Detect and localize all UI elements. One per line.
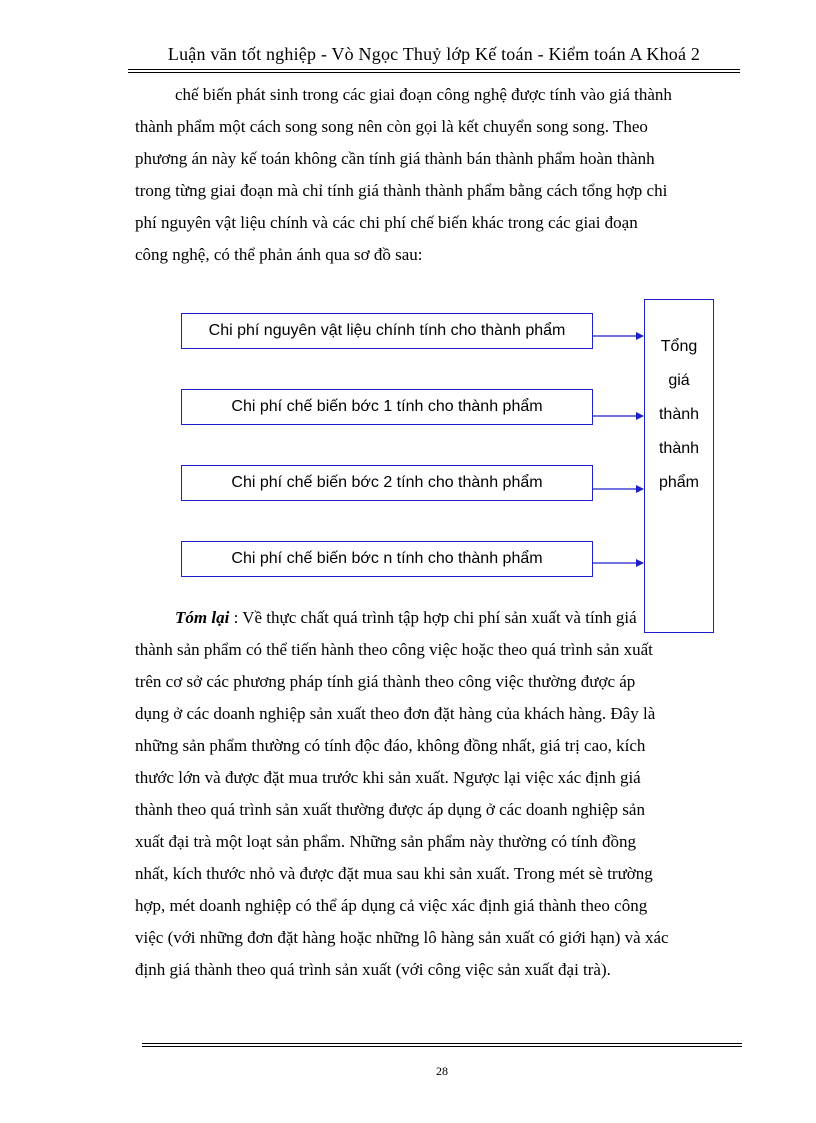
intro-line: phương án này kế toán không cần tính giá thành bán thành phẩm hoàn thành <box>135 149 655 168</box>
summary-paragraph <box>135 602 739 986</box>
cost-box-stage-2: Chi phí chế biến bớc 2 tính cho thành phẩm <box>181 465 593 501</box>
total-word: thành <box>658 406 700 423</box>
summary-line: những sản phẩm thường có tính độc đáo, không đồng nhất, giá trị cao, kích <box>135 736 646 755</box>
intro-line: công nghệ, có thể phản ánh qua sơ đồ sau: <box>135 245 423 264</box>
cost-box-stage-1: Chi phí chế biến bớc 1 tính cho thành phẩm <box>181 389 593 425</box>
footer-rule-bottom <box>142 1046 742 1047</box>
summary-line: dụng ở các doanh nghiệp sản xuất theo đơn đặt hàng của khách hàng. Đây là <box>135 704 656 723</box>
header-rule-top <box>128 69 740 70</box>
total-word: thành <box>658 440 700 457</box>
summary-line: việc (với những đơn đặt hàng hoặc những lô hàng sản xuất có giới hạn) và xác <box>135 928 669 947</box>
header-rule-bottom <box>128 72 740 73</box>
summary-first-line <box>135 602 739 634</box>
summary-line: thành theo quá trình sản xuất thường được áp dụng ở các doanh nghiệp sản <box>135 800 645 819</box>
summary-line: thành sản phẩm có thể tiến hành theo công việc hoặc theo quá trình sản xuất <box>135 640 653 659</box>
page-number: 28 <box>436 1064 448 1078</box>
summary-line: : Về thực chất quá trình tập hợp chi phí sản xuất và tính giá <box>229 608 637 627</box>
total-cost-box <box>644 299 714 633</box>
summary-line: định giá thành theo quá trình sản xuất (với công việc sản xuất đại trà). <box>135 960 611 979</box>
running-header: Luận văn tốt nghiệp - Vò Ngọc Thuỷ lớp Kế toán - Kiểm toán A Khoá 2 <box>167 44 701 64</box>
summary-line: hợp, mét doanh nghiệp có thể áp dụng cả việc xác định giá thành theo công <box>135 896 648 915</box>
intro-line: chế biến phát sinh trong các giai đoạn công nghệ được tính vào giá thành <box>175 85 672 104</box>
total-word: Tổng <box>660 338 698 355</box>
intro-line: phí nguyên vật liệu chính và các chi phí chế biến khác trong các giai đoạn <box>135 213 638 232</box>
summary-lead: Tóm lại <box>175 608 230 627</box>
total-word: giá <box>668 372 690 389</box>
footer-rule-top <box>142 1043 742 1044</box>
summary-line: trên cơ sở các phương pháp tính giá thành theo công việc thường được áp <box>135 672 636 691</box>
cost-box-stage-n: Chi phí chế biến bớc n tính cho thành phẩm <box>181 541 593 577</box>
summary-line: nhất, kích thước nhỏ và được đặt mua sau khi sản xuất. Trong mét sè trường <box>135 864 653 883</box>
summary-line: xuất đại trà một loạt sản phẩm. Những sản phẩm này thường có tính đồng <box>135 832 636 851</box>
cost-box-main-materials: Chi phí nguyên vật liệu chính tính cho thành phẩm <box>181 313 593 349</box>
intro-line: trong từng giai đoạn mà chỉ tính giá thành thành phẩm bằng cách tổng hợp chi <box>135 181 668 200</box>
total-word: phẩm <box>658 474 700 491</box>
intro-line: thành phẩm một cách song song nên còn gọi là kết chuyển song song. Theo <box>135 117 648 136</box>
summary-line: thước lớn và được đặt mua trước khi sản xuất. Ngược lại việc xác định giá <box>135 768 641 787</box>
intro-paragraph <box>135 79 739 271</box>
